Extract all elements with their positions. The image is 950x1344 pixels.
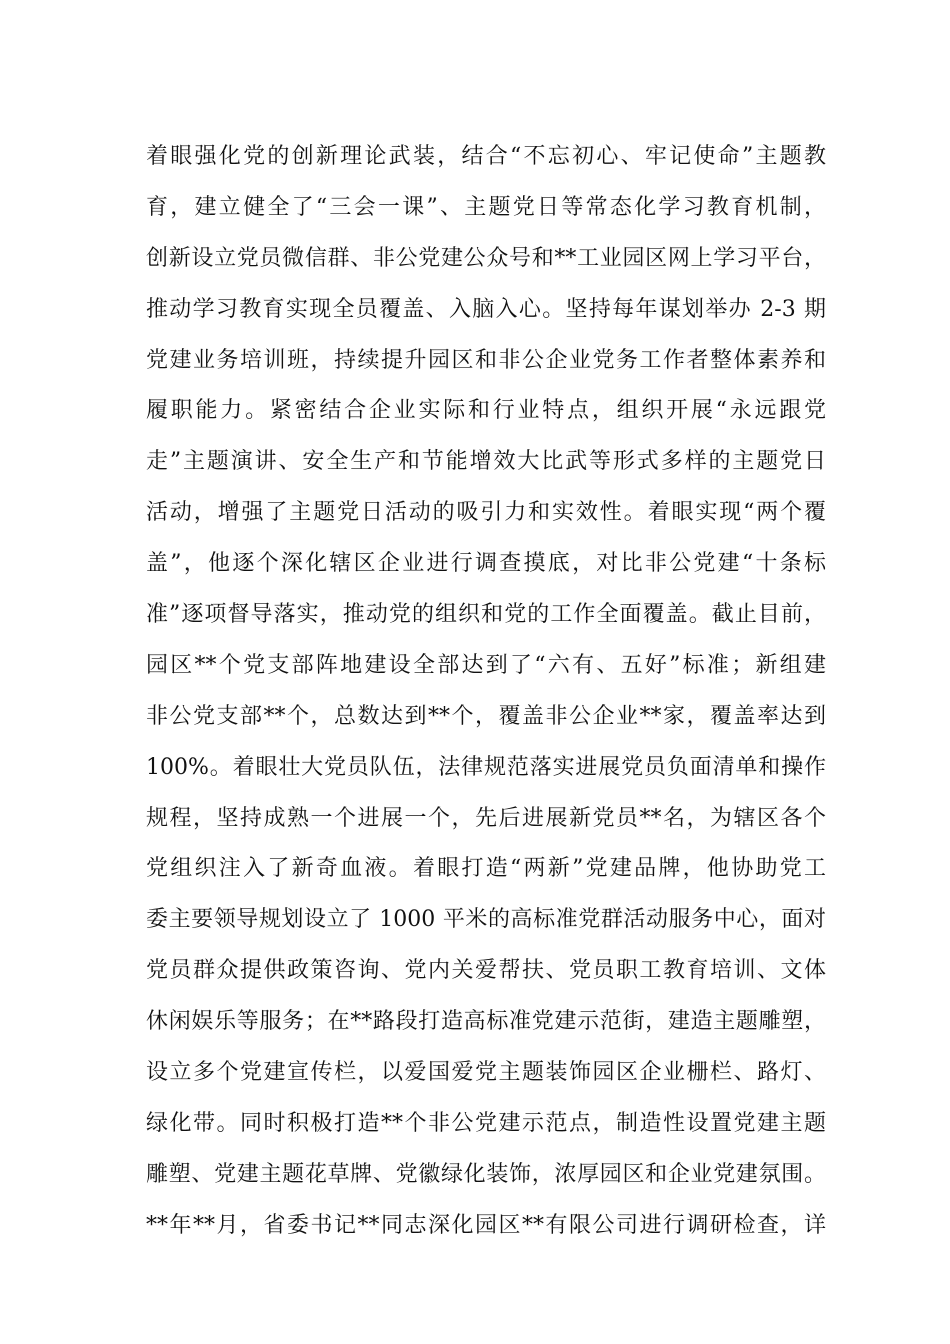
text-line-19: 设立多个党建宣传栏，以爱国爱党主题装饰园区企业栅栏、路灯、 — [146, 1060, 826, 1086]
text-line-21: 雕塑、党建主题花草牌、党徽绿化装饰，浓厚园区和企业党建氛围。 — [146, 1161, 826, 1187]
text-line-13: 100%。着眼壮大党员队伍，法律规范落实进展党员负面清单和操作 — [146, 754, 826, 780]
text-line-6: 履职能力。紧密结合企业实际和行业特点，组织开展“永远跟党 — [146, 398, 826, 424]
text-line-4: 推动学习教育实现全员覆盖、入脑入心。坚持每年谋划举办 2-3 期 — [146, 296, 826, 322]
text-line-2: 育，建立健全了“三会一课”、主题党日等常态化学习教育机制， — [146, 194, 826, 220]
text-line-20: 绿化带。同时积极打造**个非公党建示范点，制造性设置党建主题 — [146, 1110, 826, 1136]
text-line-12: 非公党支部**个，总数达到**个，覆盖非公企业**家，覆盖率达到 — [146, 703, 826, 729]
text-line-3: 创新设立党员微信群、非公党建公众号和**工业园区网上学习平台， — [146, 245, 826, 271]
document-body — [146, 132, 826, 1252]
text-line-7: 走”主题演讲、安全生产和节能增效大比武等形式多样的主题党日 — [146, 449, 826, 475]
text-line-22: **年**月，省委书记**同志深化园区**有限公司进行调研检查，详 — [146, 1212, 826, 1238]
text-line-11: 园区**个党支部阵地建设全部达到了“六有、五好”标准；新组建 — [146, 652, 826, 678]
text-line-10: 准”逐项督导落实，推动党的组织和党的工作全面覆盖。截止目前， — [146, 602, 826, 628]
text-line-14: 规程，坚持成熟一个进展一个，先后进展新党员**名，为辖区各个 — [146, 805, 826, 831]
text-line-18: 休闲娱乐等服务；在**路段打造高标准党建示范街，建造主题雕塑， — [146, 1009, 826, 1035]
text-line-9: 盖”，他逐个深化辖区企业进行调查摸底，对比非公党建“十条标 — [146, 551, 826, 577]
text-line-15: 党组织注入了新奇血液。着眼打造“两新”党建品牌，他协助党工 — [146, 856, 826, 882]
text-line-17: 党员群众提供政策咨询、党内关爱帮扶、党员职工教育培训、文体 — [146, 958, 826, 984]
text-line-16: 委主要领导规划设立了 1000 平米的高标准党群活动服务中心，面对 — [146, 907, 826, 933]
text-line-8: 活动，增强了主题党日活动的吸引力和实效性。着眼实现“两个覆 — [146, 500, 826, 526]
text-line-5: 党建业务培训班，持续提升园区和非公企业党务工作者整体素养和 — [146, 347, 826, 373]
text-line-1: 着眼强化党的创新理论武装，结合“不忘初心、牢记使命”主题教 — [146, 144, 826, 169]
